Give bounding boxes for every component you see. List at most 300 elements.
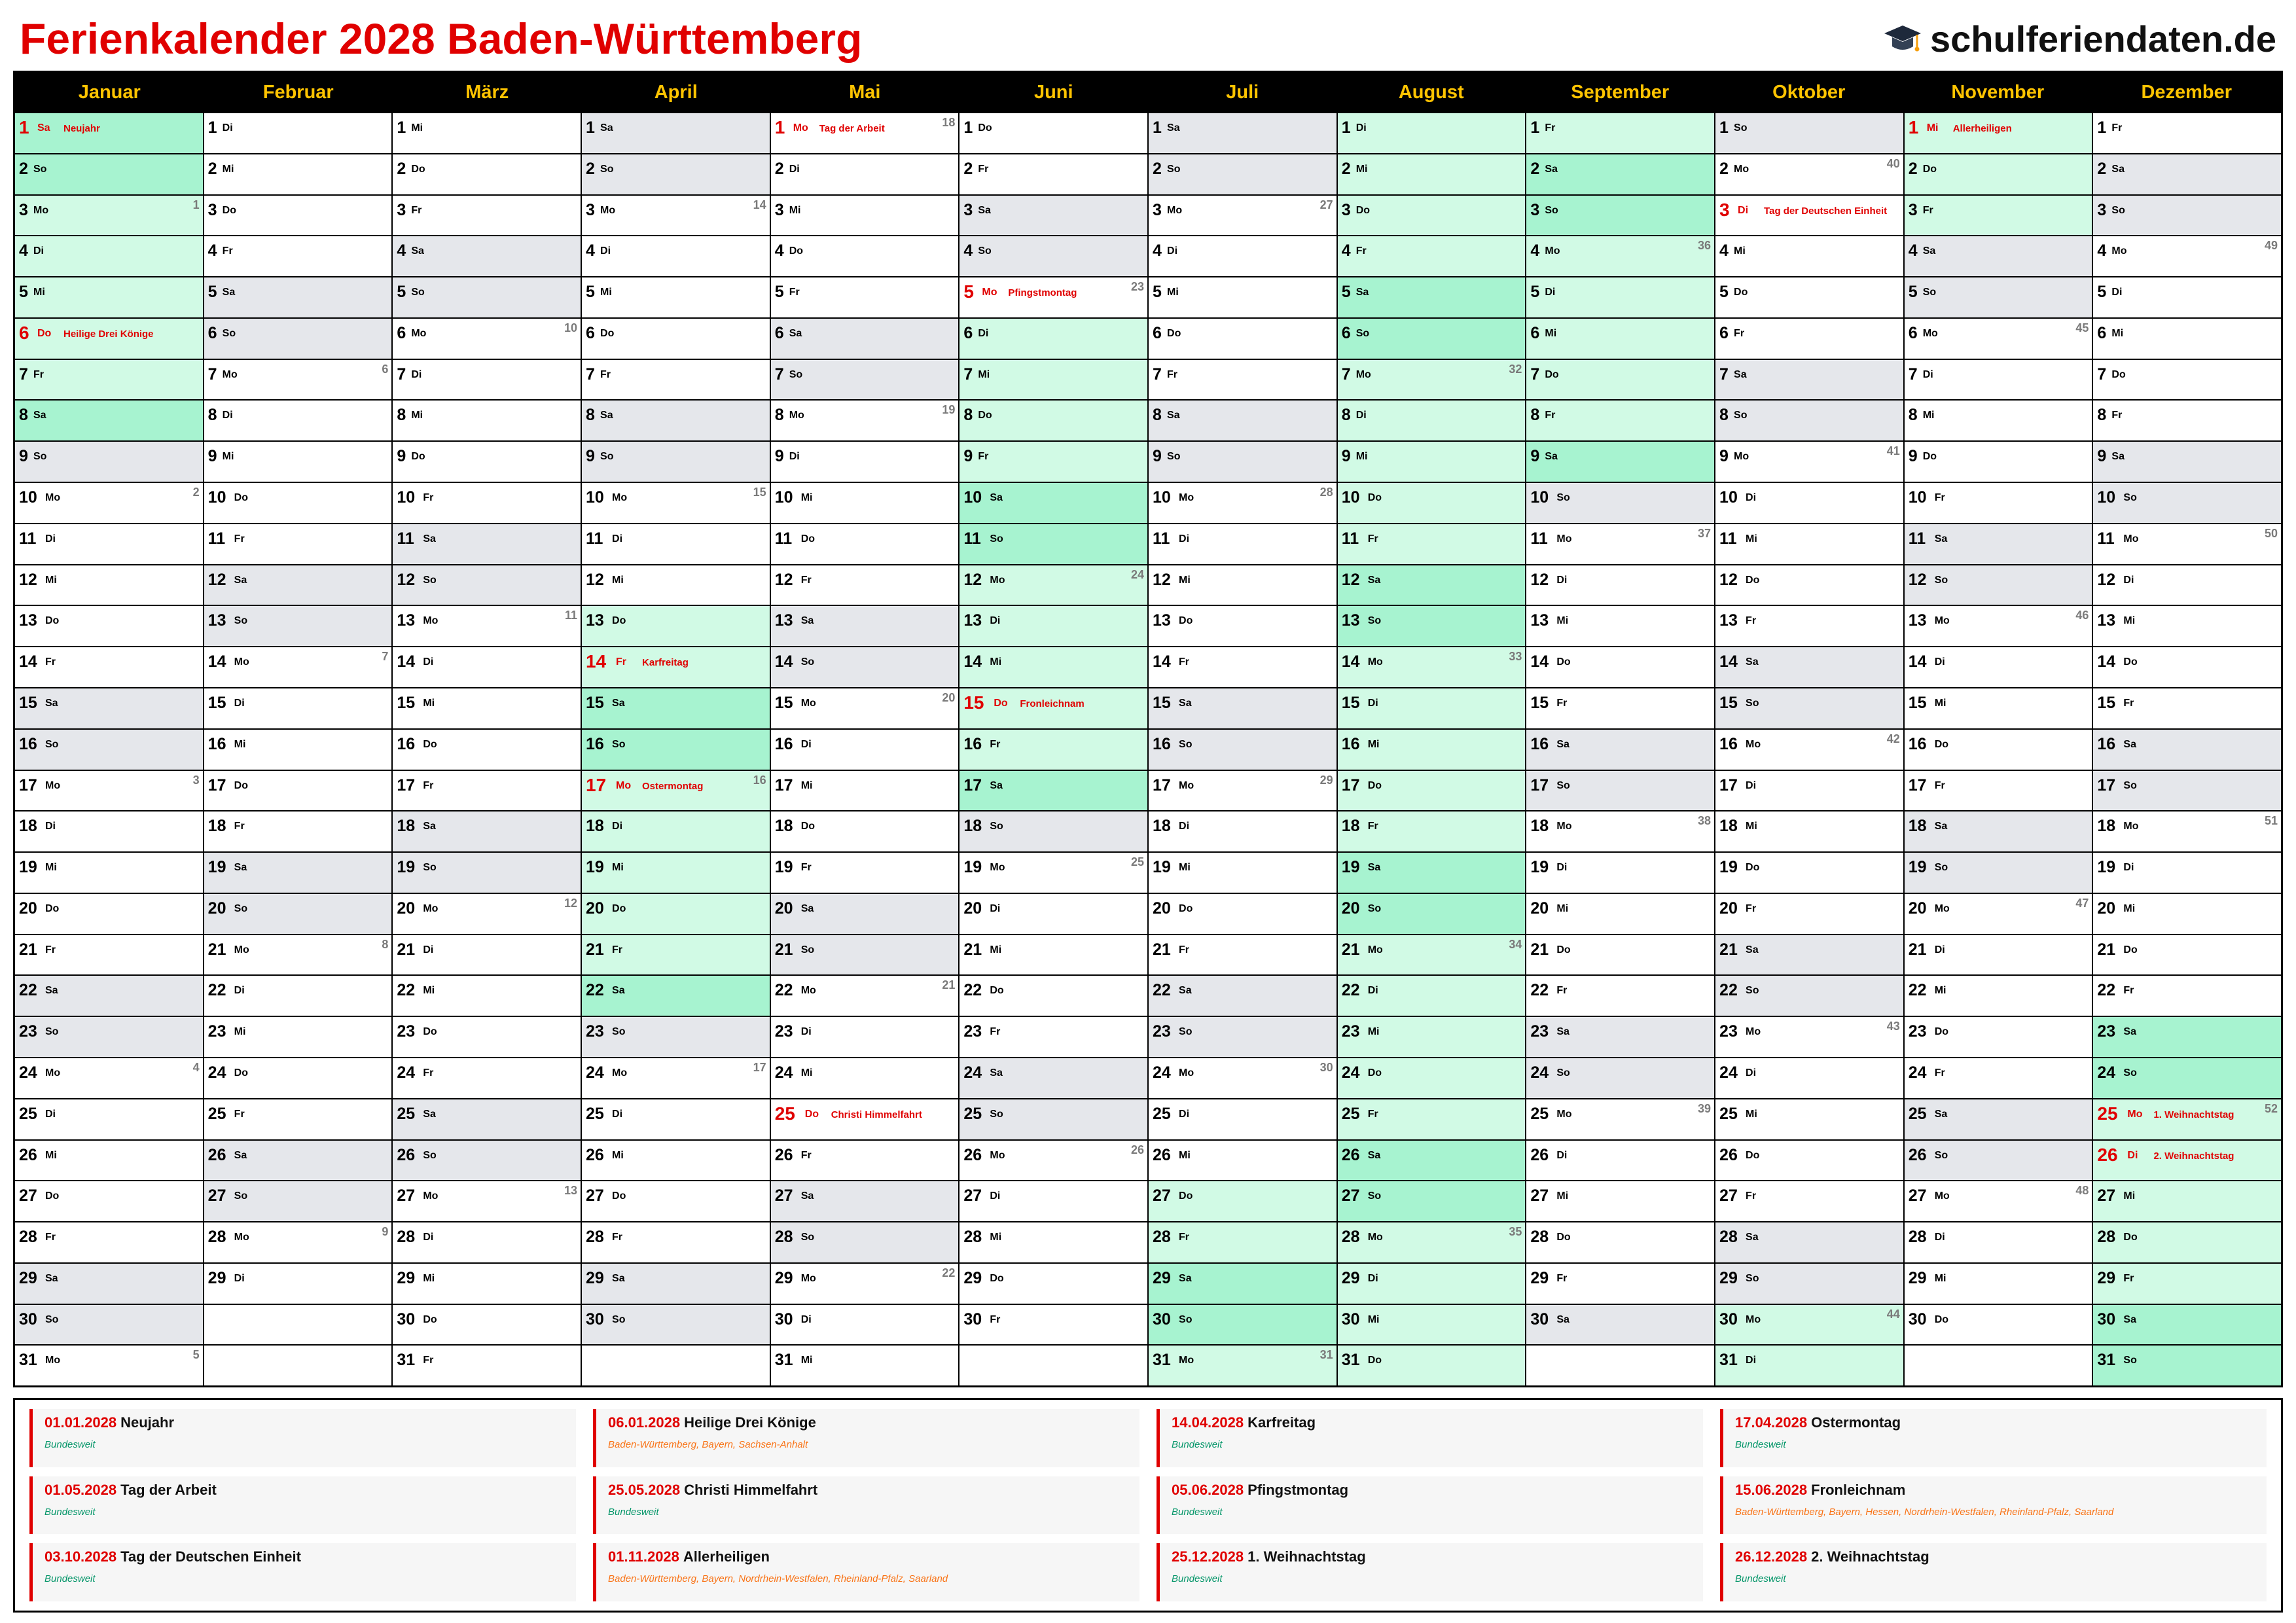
- day-cell[interactable]: [582, 112, 770, 153]
- day-cell[interactable]: [1338, 1304, 1526, 1345]
- day-cell[interactable]: [1149, 153, 1336, 194]
- day-cell[interactable]: [960, 112, 1147, 153]
- day-cell[interactable]: [204, 605, 392, 646]
- day-cell[interactable]: [1715, 194, 1903, 236]
- day-cell[interactable]: [1905, 153, 2092, 194]
- day-cell[interactable]: [2093, 153, 2281, 194]
- day-cell[interactable]: [1905, 728, 2092, 770]
- day-cell[interactable]: [960, 317, 1147, 359]
- day-cell[interactable]: [2093, 564, 2281, 605]
- day-cell[interactable]: [393, 893, 581, 934]
- day-cell[interactable]: [1715, 974, 1903, 1016]
- day-cell[interactable]: [960, 1180, 1147, 1221]
- day-cell[interactable]: [1526, 687, 1714, 728]
- day-cell[interactable]: [1338, 194, 1526, 236]
- day-cell[interactable]: [1338, 605, 1526, 646]
- day-cell[interactable]: [15, 974, 203, 1016]
- day-cell[interactable]: [1526, 153, 1714, 194]
- day-cell[interactable]: [1715, 728, 1903, 770]
- day-cell[interactable]: [1715, 235, 1903, 276]
- day-cell[interactable]: [2093, 1304, 2281, 1345]
- day-cell[interactable]: [771, 851, 959, 893]
- day-cell[interactable]: [1149, 893, 1336, 934]
- day-cell[interactable]: [582, 317, 770, 359]
- day-cell[interactable]: [1526, 605, 1714, 646]
- day-cell[interactable]: [1715, 893, 1903, 934]
- day-cell[interactable]: [960, 728, 1147, 770]
- day-cell[interactable]: [582, 770, 770, 811]
- day-cell[interactable]: [204, 1098, 392, 1139]
- day-cell[interactable]: [393, 1057, 581, 1098]
- day-cell[interactable]: [771, 482, 959, 523]
- day-cell[interactable]: [2093, 276, 2281, 317]
- day-cell[interactable]: [2093, 1139, 2281, 1181]
- day-cell[interactable]: [15, 1344, 203, 1385]
- day-cell[interactable]: [1526, 1180, 1714, 1221]
- day-cell[interactable]: [1338, 851, 1526, 893]
- day-cell[interactable]: [204, 399, 392, 440]
- day-cell[interactable]: [393, 440, 581, 482]
- day-cell[interactable]: [1905, 1139, 2092, 1181]
- day-cell[interactable]: [582, 728, 770, 770]
- day-cell[interactable]: [1526, 359, 1714, 400]
- day-cell[interactable]: [1526, 523, 1714, 564]
- day-cell[interactable]: [1526, 1262, 1714, 1304]
- day-cell[interactable]: [1149, 1221, 1336, 1262]
- day-cell[interactable]: [393, 359, 581, 400]
- day-cell[interactable]: [582, 564, 770, 605]
- day-cell[interactable]: [960, 235, 1147, 276]
- day-cell[interactable]: [1715, 1304, 1903, 1345]
- day-cell[interactable]: [1526, 1098, 1714, 1139]
- day-cell[interactable]: [204, 1139, 392, 1181]
- day-cell[interactable]: [1338, 1098, 1526, 1139]
- day-cell[interactable]: [771, 317, 959, 359]
- day-cell[interactable]: [15, 399, 203, 440]
- day-cell[interactable]: [2093, 1221, 2281, 1262]
- day-cell[interactable]: [1715, 1180, 1903, 1221]
- day-cell[interactable]: [960, 770, 1147, 811]
- day-cell[interactable]: [582, 276, 770, 317]
- day-cell[interactable]: [960, 153, 1147, 194]
- day-cell[interactable]: [393, 728, 581, 770]
- day-cell[interactable]: [1905, 770, 2092, 811]
- day-cell[interactable]: [1338, 399, 1526, 440]
- day-cell[interactable]: [1149, 1057, 1336, 1098]
- day-cell[interactable]: [2093, 893, 2281, 934]
- day-cell[interactable]: [2093, 974, 2281, 1016]
- day-cell[interactable]: [204, 482, 392, 523]
- day-cell[interactable]: [1526, 1304, 1714, 1345]
- day-cell[interactable]: [960, 440, 1147, 482]
- day-cell[interactable]: [582, 1098, 770, 1139]
- day-cell[interactable]: [582, 605, 770, 646]
- day-cell[interactable]: [960, 399, 1147, 440]
- day-cell[interactable]: [2093, 1180, 2281, 1221]
- day-cell[interactable]: [1905, 523, 2092, 564]
- day-cell[interactable]: [1338, 728, 1526, 770]
- day-cell[interactable]: [1715, 317, 1903, 359]
- day-cell[interactable]: [1338, 687, 1526, 728]
- day-cell[interactable]: [15, 112, 203, 153]
- day-cell[interactable]: [1149, 1016, 1336, 1057]
- day-cell[interactable]: [204, 359, 392, 400]
- day-cell[interactable]: [1715, 687, 1903, 728]
- day-cell[interactable]: [1715, 770, 1903, 811]
- day-cell[interactable]: [15, 687, 203, 728]
- day-cell[interactable]: [582, 934, 770, 975]
- day-cell[interactable]: [1905, 1098, 2092, 1139]
- day-cell[interactable]: [15, 728, 203, 770]
- day-cell[interactable]: [771, 1180, 959, 1221]
- day-cell[interactable]: [1338, 1057, 1526, 1098]
- day-cell[interactable]: [960, 810, 1147, 851]
- day-cell[interactable]: [582, 440, 770, 482]
- day-cell[interactable]: [1526, 770, 1714, 811]
- day-cell[interactable]: [1338, 1180, 1526, 1221]
- day-cell[interactable]: [1338, 440, 1526, 482]
- day-cell[interactable]: [1338, 1262, 1526, 1304]
- day-cell[interactable]: [1149, 194, 1336, 236]
- day-cell[interactable]: [1905, 1016, 2092, 1057]
- day-cell[interactable]: [1149, 770, 1336, 811]
- day-cell[interactable]: [2093, 235, 2281, 276]
- day-cell[interactable]: [960, 687, 1147, 728]
- day-cell[interactable]: [1338, 893, 1526, 934]
- day-cell[interactable]: [393, 605, 581, 646]
- day-cell[interactable]: [1526, 1139, 1714, 1181]
- day-cell[interactable]: [1149, 851, 1336, 893]
- day-cell[interactable]: [1338, 770, 1526, 811]
- day-cell[interactable]: [960, 276, 1147, 317]
- day-cell[interactable]: [771, 974, 959, 1016]
- day-cell[interactable]: [582, 1221, 770, 1262]
- day-cell[interactable]: [393, 934, 581, 975]
- day-cell[interactable]: [1149, 112, 1336, 153]
- day-cell[interactable]: [2093, 1344, 2281, 1385]
- day-cell[interactable]: [1149, 810, 1336, 851]
- day-cell[interactable]: [1905, 646, 2092, 687]
- day-cell[interactable]: [1149, 728, 1336, 770]
- day-cell[interactable]: [1526, 317, 1714, 359]
- day-cell[interactable]: [1905, 605, 2092, 646]
- day-cell[interactable]: [1338, 276, 1526, 317]
- day-cell[interactable]: [393, 851, 581, 893]
- day-cell[interactable]: [15, 893, 203, 934]
- day-cell[interactable]: [1715, 112, 1903, 153]
- day-cell[interactable]: [960, 605, 1147, 646]
- day-cell[interactable]: [960, 1057, 1147, 1098]
- day-cell[interactable]: [2093, 646, 2281, 687]
- day-cell[interactable]: [1526, 564, 1714, 605]
- day-cell[interactable]: [204, 153, 392, 194]
- day-cell[interactable]: [15, 482, 203, 523]
- day-cell[interactable]: [393, 235, 581, 276]
- day-cell[interactable]: [1149, 974, 1336, 1016]
- day-cell[interactable]: [960, 934, 1147, 975]
- day-cell[interactable]: [204, 974, 392, 1016]
- day-cell[interactable]: [1149, 1180, 1336, 1221]
- day-cell[interactable]: [2093, 317, 2281, 359]
- day-cell[interactable]: [2093, 1016, 2281, 1057]
- day-cell[interactable]: [1905, 1057, 2092, 1098]
- day-cell[interactable]: [15, 1304, 203, 1345]
- day-cell[interactable]: [1338, 564, 1526, 605]
- day-cell[interactable]: [1338, 1221, 1526, 1262]
- day-cell[interactable]: [393, 810, 581, 851]
- day-cell[interactable]: [393, 1221, 581, 1262]
- day-cell[interactable]: [1715, 1098, 1903, 1139]
- day-cell[interactable]: [1715, 851, 1903, 893]
- day-cell[interactable]: [1526, 112, 1714, 153]
- day-cell[interactable]: [1715, 1221, 1903, 1262]
- day-cell[interactable]: [1338, 1139, 1526, 1181]
- day-cell[interactable]: [1526, 646, 1714, 687]
- day-cell[interactable]: [393, 974, 581, 1016]
- day-cell[interactable]: [960, 194, 1147, 236]
- day-cell[interactable]: [204, 440, 392, 482]
- day-cell[interactable]: [1338, 523, 1526, 564]
- day-cell[interactable]: [393, 523, 581, 564]
- day-cell[interactable]: [960, 1304, 1147, 1345]
- day-cell[interactable]: [204, 687, 392, 728]
- day-cell[interactable]: [1338, 646, 1526, 687]
- day-cell[interactable]: [204, 1221, 392, 1262]
- day-cell[interactable]: [960, 564, 1147, 605]
- day-cell[interactable]: [2093, 687, 2281, 728]
- day-cell[interactable]: [771, 687, 959, 728]
- day-cell[interactable]: [1526, 974, 1714, 1016]
- day-cell[interactable]: [582, 1057, 770, 1098]
- day-cell[interactable]: [1526, 934, 1714, 975]
- day-cell[interactable]: [1338, 359, 1526, 400]
- day-cell[interactable]: [771, 564, 959, 605]
- day-cell[interactable]: [1526, 851, 1714, 893]
- day-cell[interactable]: [960, 523, 1147, 564]
- day-cell[interactable]: [771, 1057, 959, 1098]
- day-cell[interactable]: [15, 564, 203, 605]
- day-cell[interactable]: [15, 605, 203, 646]
- day-cell[interactable]: [1149, 399, 1336, 440]
- day-cell[interactable]: [15, 1180, 203, 1221]
- day-cell[interactable]: [582, 153, 770, 194]
- day-cell[interactable]: [1526, 728, 1714, 770]
- day-cell[interactable]: [1905, 564, 2092, 605]
- day-cell[interactable]: [393, 1304, 581, 1345]
- day-cell[interactable]: [204, 564, 392, 605]
- day-cell[interactable]: [1526, 276, 1714, 317]
- day-cell[interactable]: [771, 235, 959, 276]
- day-cell[interactable]: [1905, 399, 2092, 440]
- day-cell[interactable]: [1715, 523, 1903, 564]
- day-cell[interactable]: [15, 194, 203, 236]
- day-cell[interactable]: [771, 893, 959, 934]
- day-cell[interactable]: [204, 893, 392, 934]
- day-cell[interactable]: [582, 851, 770, 893]
- day-cell[interactable]: [15, 276, 203, 317]
- day-cell[interactable]: [1715, 482, 1903, 523]
- day-cell[interactable]: [1149, 276, 1336, 317]
- day-cell[interactable]: [393, 112, 581, 153]
- day-cell[interactable]: [1715, 440, 1903, 482]
- day-cell[interactable]: [2093, 399, 2281, 440]
- day-cell[interactable]: [960, 1016, 1147, 1057]
- day-cell[interactable]: [582, 194, 770, 236]
- day-cell[interactable]: [960, 1262, 1147, 1304]
- day-cell[interactable]: [1149, 1344, 1336, 1385]
- day-cell[interactable]: [582, 1180, 770, 1221]
- day-cell[interactable]: [204, 851, 392, 893]
- day-cell[interactable]: [1715, 934, 1903, 975]
- day-cell[interactable]: [1715, 359, 1903, 400]
- day-cell[interactable]: [1149, 235, 1336, 276]
- day-cell[interactable]: [1905, 112, 2092, 153]
- day-cell[interactable]: [2093, 194, 2281, 236]
- day-cell[interactable]: [1338, 317, 1526, 359]
- day-cell[interactable]: [1149, 482, 1336, 523]
- day-cell[interactable]: [393, 1344, 581, 1385]
- day-cell[interactable]: [1338, 934, 1526, 975]
- day-cell[interactable]: [393, 1180, 581, 1221]
- day-cell[interactable]: [15, 1262, 203, 1304]
- day-cell[interactable]: [1149, 1304, 1336, 1345]
- day-cell[interactable]: [2093, 934, 2281, 975]
- day-cell[interactable]: [771, 1262, 959, 1304]
- day-cell[interactable]: [771, 440, 959, 482]
- day-cell[interactable]: [1338, 810, 1526, 851]
- day-cell[interactable]: [582, 1262, 770, 1304]
- day-cell[interactable]: [582, 235, 770, 276]
- day-cell[interactable]: [393, 399, 581, 440]
- day-cell[interactable]: [15, 235, 203, 276]
- day-cell[interactable]: [2093, 440, 2281, 482]
- day-cell[interactable]: [15, 770, 203, 811]
- day-cell[interactable]: [582, 893, 770, 934]
- day-cell[interactable]: [15, 1016, 203, 1057]
- day-cell[interactable]: [1149, 440, 1336, 482]
- day-cell[interactable]: [2093, 770, 2281, 811]
- day-cell[interactable]: [393, 1139, 581, 1181]
- day-cell[interactable]: [960, 893, 1147, 934]
- day-cell[interactable]: [960, 482, 1147, 523]
- day-cell[interactable]: [15, 440, 203, 482]
- day-cell[interactable]: [2093, 851, 2281, 893]
- day-cell[interactable]: [393, 482, 581, 523]
- day-cell[interactable]: [204, 112, 392, 153]
- day-cell[interactable]: [204, 810, 392, 851]
- day-cell[interactable]: [2093, 605, 2281, 646]
- day-cell[interactable]: [204, 1057, 392, 1098]
- day-cell[interactable]: [204, 317, 392, 359]
- day-cell[interactable]: [393, 1098, 581, 1139]
- day-cell[interactable]: [1149, 605, 1336, 646]
- day-cell[interactable]: [771, 1098, 959, 1139]
- day-cell[interactable]: [204, 728, 392, 770]
- day-cell[interactable]: [204, 1262, 392, 1304]
- day-cell[interactable]: [1715, 1262, 1903, 1304]
- day-cell[interactable]: [582, 523, 770, 564]
- day-cell[interactable]: [393, 564, 581, 605]
- day-cell[interactable]: [2093, 359, 2281, 400]
- day-cell[interactable]: [1338, 482, 1526, 523]
- day-cell[interactable]: [1149, 564, 1336, 605]
- day-cell[interactable]: [15, 523, 203, 564]
- day-cell[interactable]: [1905, 1262, 2092, 1304]
- day-cell[interactable]: [15, 1139, 203, 1181]
- day-cell[interactable]: [1715, 810, 1903, 851]
- day-cell[interactable]: [1715, 399, 1903, 440]
- day-cell[interactable]: [204, 1180, 392, 1221]
- day-cell[interactable]: [393, 770, 581, 811]
- day-cell[interactable]: [771, 1344, 959, 1385]
- day-cell[interactable]: [1905, 276, 2092, 317]
- day-cell[interactable]: [204, 646, 392, 687]
- day-cell[interactable]: [1905, 893, 2092, 934]
- day-cell[interactable]: [771, 359, 959, 400]
- day-cell[interactable]: [1905, 359, 2092, 400]
- day-cell[interactable]: [204, 523, 392, 564]
- day-cell[interactable]: [15, 359, 203, 400]
- day-cell[interactable]: [1715, 276, 1903, 317]
- day-cell[interactable]: [1338, 974, 1526, 1016]
- day-cell[interactable]: [393, 153, 581, 194]
- day-cell[interactable]: [1338, 235, 1526, 276]
- day-cell[interactable]: [1526, 440, 1714, 482]
- day-cell[interactable]: [1149, 317, 1336, 359]
- day-cell[interactable]: [1905, 194, 2092, 236]
- day-cell[interactable]: [771, 1304, 959, 1345]
- day-cell[interactable]: [771, 770, 959, 811]
- day-cell[interactable]: [1338, 153, 1526, 194]
- day-cell[interactable]: [771, 276, 959, 317]
- day-cell[interactable]: [1149, 934, 1336, 975]
- day-cell[interactable]: [1526, 482, 1714, 523]
- day-cell[interactable]: [1905, 317, 2092, 359]
- day-cell[interactable]: [1905, 810, 2092, 851]
- day-cell[interactable]: [771, 112, 959, 153]
- day-cell[interactable]: [771, 523, 959, 564]
- day-cell[interactable]: [960, 359, 1147, 400]
- day-cell[interactable]: [771, 934, 959, 975]
- day-cell[interactable]: [204, 235, 392, 276]
- day-cell[interactable]: [1526, 1016, 1714, 1057]
- day-cell[interactable]: [771, 1139, 959, 1181]
- day-cell[interactable]: [1905, 1221, 2092, 1262]
- day-cell[interactable]: [1905, 1304, 2092, 1345]
- day-cell[interactable]: [15, 1098, 203, 1139]
- day-cell[interactable]: [15, 934, 203, 975]
- day-cell[interactable]: [15, 153, 203, 194]
- day-cell[interactable]: [1715, 646, 1903, 687]
- day-cell[interactable]: [1149, 1139, 1336, 1181]
- day-cell[interactable]: [393, 1262, 581, 1304]
- day-cell[interactable]: [1526, 235, 1714, 276]
- day-cell[interactable]: [1526, 1057, 1714, 1098]
- day-cell[interactable]: [771, 153, 959, 194]
- day-cell[interactable]: [204, 934, 392, 975]
- day-cell[interactable]: [771, 1016, 959, 1057]
- day-cell[interactable]: [15, 851, 203, 893]
- day-cell[interactable]: [2093, 1262, 2281, 1304]
- day-cell[interactable]: [15, 810, 203, 851]
- day-cell[interactable]: [1905, 851, 2092, 893]
- day-cell[interactable]: [15, 646, 203, 687]
- day-cell[interactable]: [2093, 728, 2281, 770]
- day-cell[interactable]: [1149, 1262, 1336, 1304]
- day-cell[interactable]: [2093, 482, 2281, 523]
- day-cell[interactable]: [2093, 523, 2281, 564]
- day-cell[interactable]: [582, 1139, 770, 1181]
